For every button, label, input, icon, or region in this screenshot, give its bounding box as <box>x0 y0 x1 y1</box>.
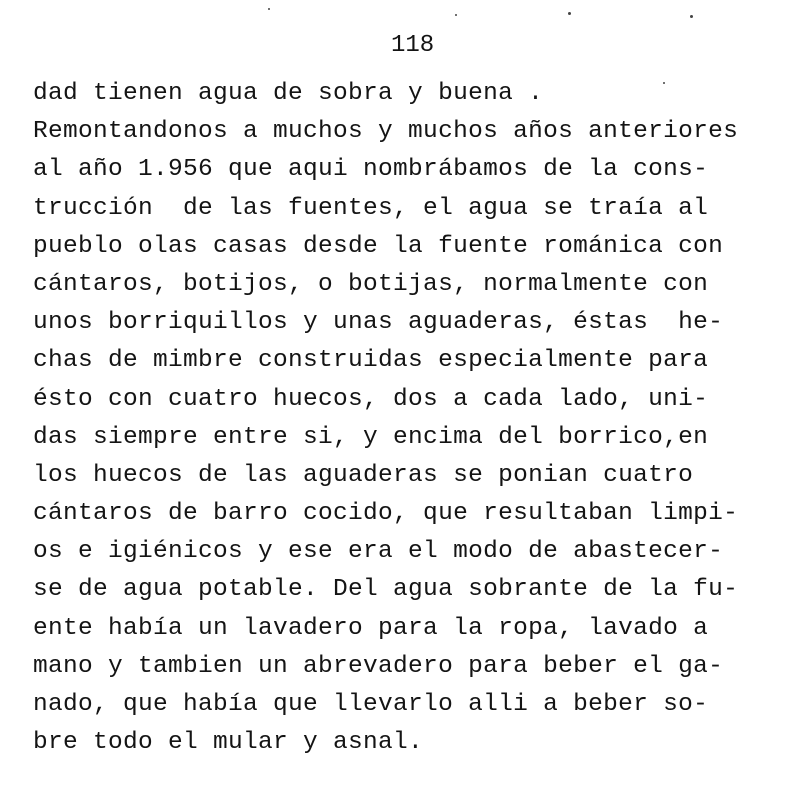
body-text <box>33 75 793 762</box>
text-line: los huecos de las aguaderas se ponian cuatro <box>33 461 694 489</box>
scan-speck <box>455 14 457 16</box>
scan-speck <box>690 15 693 18</box>
text-line: ente había un lavadero para la ropa, lavado a <box>33 614 709 642</box>
text-line: trucción de las fuentes, el agua se traía al <box>33 194 709 222</box>
text-line: se de agua potable. Del agua sobrante de la fu- <box>33 576 739 604</box>
text-line: al año 1.956 que aqui nombrábamos de la cons- <box>33 156 709 184</box>
text-line: das siempre entre si, y encima del borrico,en <box>33 423 709 451</box>
text-line: unos borriquillos y unas aguaderas, éstas he- <box>33 309 724 337</box>
text-line: dad tienen agua de sobra y buena . <box>33 80 544 107</box>
text-line: ésto con cuatro huecos, dos a cada lado, uni- <box>33 385 709 413</box>
text-line: chas de mimbre construidas especialmente para <box>33 347 709 375</box>
text-line: cántaros de barro cocido, que resultaban limpi- <box>33 500 739 528</box>
text-line: mano y tambien un abrevadero para beber el ga- <box>33 652 724 680</box>
scan-speck <box>268 8 270 10</box>
text-line: Remontandonos a muchos y muchos años anteriores <box>33 118 739 146</box>
text-line: nado, que había que llevarlo alli a beber so- <box>33 691 709 718</box>
page-number: 118 <box>391 32 435 59</box>
scan-speck <box>568 12 571 15</box>
text-line: bre todo el mular y asnal. <box>33 729 424 757</box>
text-line: pueblo olas casas desde la fuente románica con <box>33 232 724 260</box>
text-line: os e igiénicos y ese era el modo de abastecer- <box>33 538 724 566</box>
text-line: cántaros, botijos, o botijas, normalmente con <box>33 270 709 298</box>
